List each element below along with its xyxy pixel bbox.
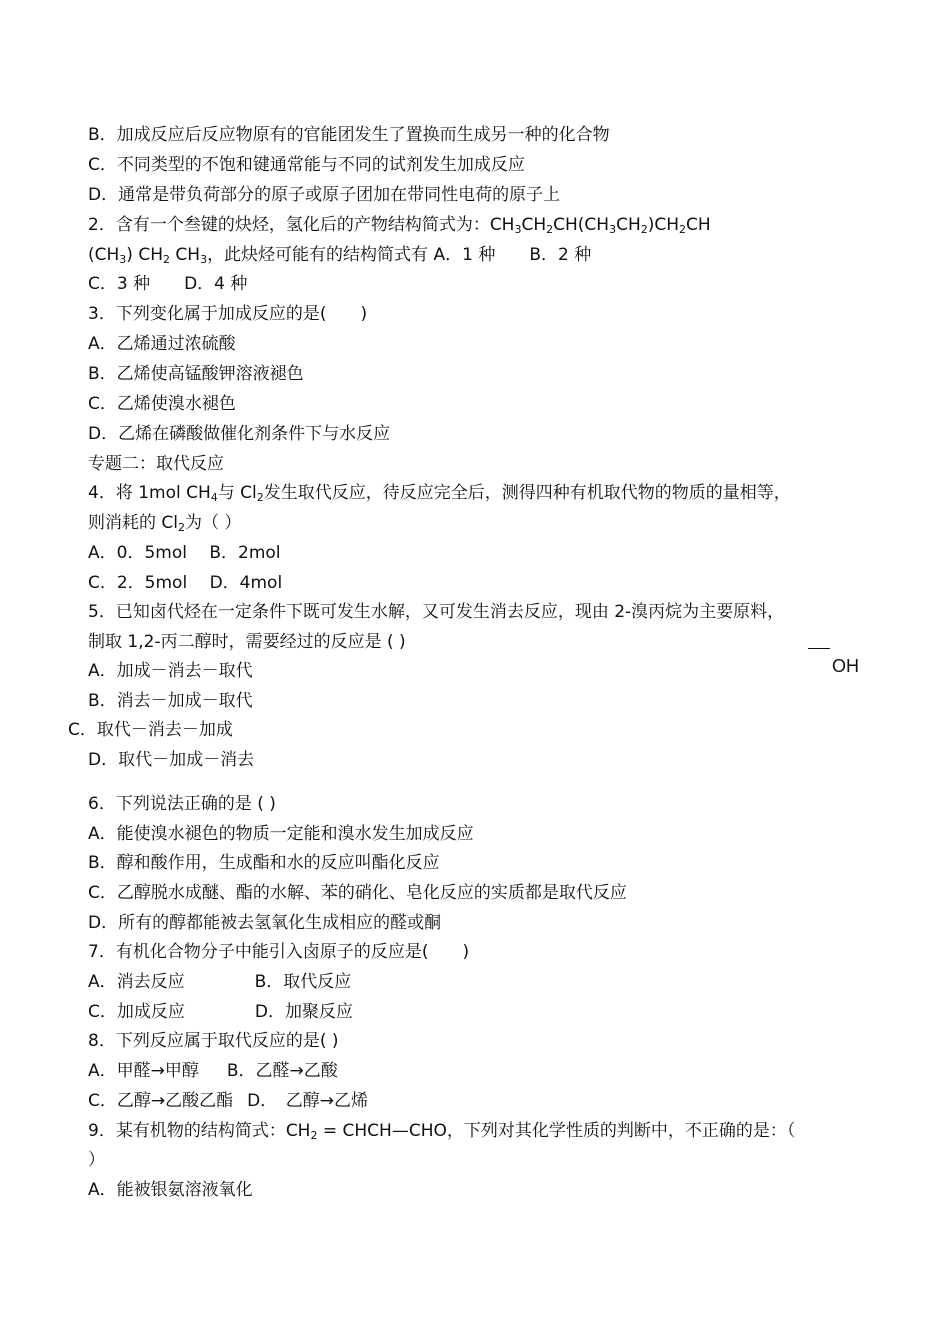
- bond-line: [808, 648, 830, 649]
- question-2-line3: C．3 种 D．4 种: [88, 274, 248, 294]
- option-c-q5: C．取代－消去－加成: [68, 720, 233, 740]
- question-7: 7．有机化合物分子中能引入卤原子的反应是( ): [88, 942, 470, 962]
- option-c-q3: C．乙烯使溴水褪色: [88, 394, 236, 414]
- option-cd-q4: C．2．5mol D．4mol: [88, 573, 283, 593]
- option-b-q1: B．加成反应后反应物原有的官能团发生了置换而生成另一种的化合物: [88, 125, 610, 145]
- question-9-line2: ）: [88, 1150, 105, 1170]
- option-c-q1: C．不同类型的不饱和键通常能与不同的试剂发生加成反应: [88, 155, 525, 175]
- option-a-q5: A．加成－消去－取代: [88, 661, 253, 681]
- question-9-line1: 9．某有机物的结构简式：$CH_2$ = CHCH—CHO，下列对其化学性质的判断中，不正确的是：（: [88, 1121, 796, 1142]
- oh-label: OH: [832, 656, 859, 676]
- option-b-q6: B．醇和酸作用，生成酯和水的反应叫酯化反应: [88, 853, 440, 873]
- question-4-line1: 4．将 1mol $CH_4$与 $Cl_2$发生取代反应，待反应完全后，测得四种有机取代物的物质的量相等，: [88, 483, 791, 504]
- question-6: 6．下列说法正确的是 ( ): [88, 794, 276, 814]
- option-b-q5: B．消去－加成－取代: [88, 691, 253, 711]
- option-d-q5: D．取代－加成－消去: [88, 750, 255, 770]
- option-a-q9: A．能被银氨溶液氧化: [88, 1180, 253, 1200]
- question-5-line2: 制取 1,2-丙二醇时，需要经过的反应是 ( ): [88, 632, 406, 652]
- question-3: 3．下列变化属于加成反应的是( ): [88, 304, 368, 324]
- option-ab-q4: A．0．5mol B．2mol: [88, 543, 281, 563]
- question-8: 8．下列反应属于取代反应的是( ): [88, 1031, 339, 1051]
- option-d-q1: D．通常是带负荷部分的原子或原子团加在带同性电荷的原子上: [88, 185, 561, 205]
- option-b-q3: B．乙烯使高锰酸钾溶液褪色: [88, 364, 304, 384]
- question-5-line1: 5．已知卤代烃在一定条件下既可发生水解，又可发生消去反应，现由 2-溴丙烷为主要原料，: [88, 602, 785, 622]
- option-ab-q7: A．消去反应 B．取代反应: [88, 972, 352, 992]
- section-title-2: 专题二：取代反应: [88, 454, 224, 474]
- option-c-q6: C．乙醇脱水成醚、酯的水解、苯的硝化、皂化反应的实质都是取代反应: [88, 883, 627, 903]
- option-a-q3: A．乙烯通过浓硫酸: [88, 334, 236, 354]
- option-d-q3: D．乙烯在磷酸做催化剂条件下与水反应: [88, 424, 391, 444]
- option-a-q6: A．能使溴水褪色的物质一定能和溴水发生加成反应: [88, 824, 474, 844]
- option-ab-q8: A．甲醛→甲醇 B．乙醛→乙酸: [88, 1061, 338, 1081]
- option-cd-q7: C．加成反应 D．加聚反应: [88, 1002, 353, 1022]
- option-cd-q8: C．乙醇→乙酸乙酯 D． 乙醇→乙烯: [88, 1091, 368, 1111]
- question-2-line2: $(CH_3)$ $CH_2$ $CH_3$，此炔烃可能有的结构简式有 A．1 种 B．2 种: [88, 245, 592, 266]
- option-d-q6: D．所有的醇都能被去氢氧化生成相应的醛或酮: [88, 913, 442, 933]
- question-2-line1: 2．含有一个叁键的炔烃，氢化后的产物结构简式为：$CH_3CH_2CH(CH_3CH_2)CH_2CH$: [88, 215, 711, 236]
- question-4-line2: 则消耗的 $Cl_2$为（ ）: [88, 513, 242, 534]
